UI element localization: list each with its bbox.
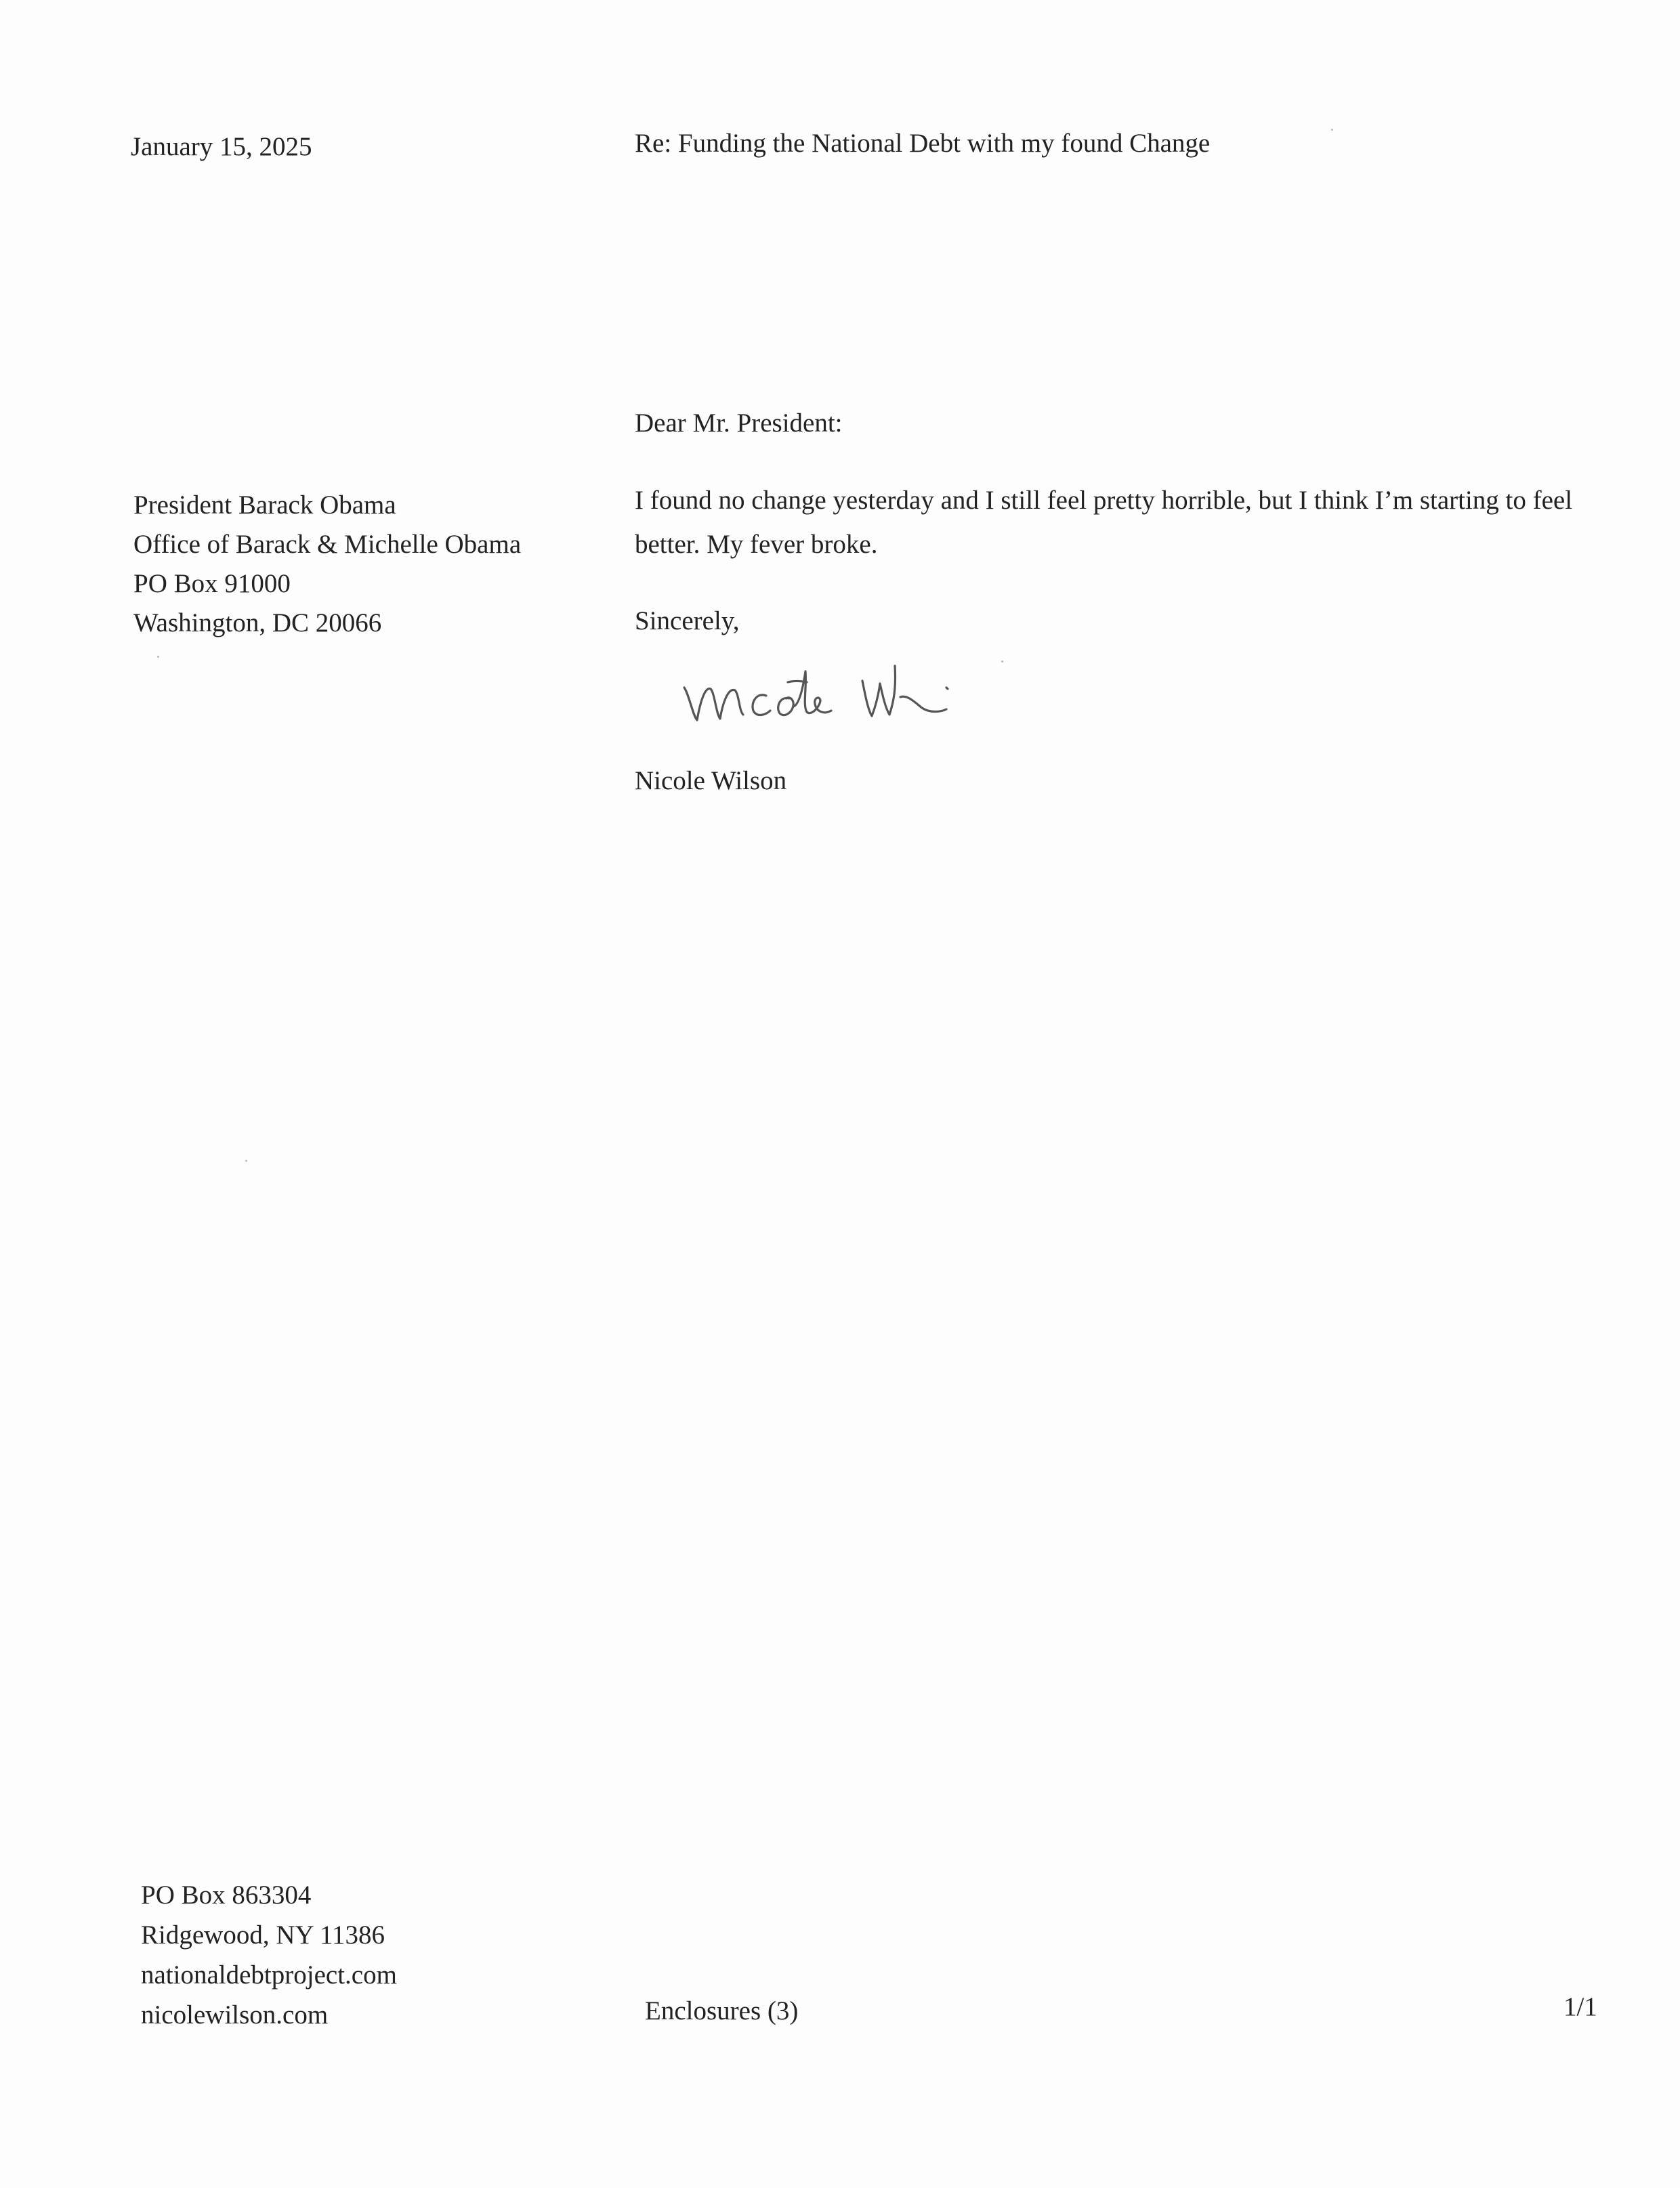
salutation: Dear Mr. President: [635, 408, 843, 438]
closing: Sincerely, [635, 606, 740, 635]
sender-website-1: nationaldebtproject.com [141, 1960, 397, 1990]
letter-date: January 15, 2025 [131, 132, 312, 161]
sender-city-state-zip: Ridgewood, NY 11386 [141, 1920, 385, 1950]
recipient-name: President Barack Obama [133, 490, 396, 520]
scan-speck [245, 1160, 247, 1162]
recipient-po-box: PO Box 91000 [133, 569, 291, 598]
signer-name: Nicole Wilson [635, 766, 787, 795]
sender-address-block [141, 1875, 397, 2035]
sender-website-2: nicolewilson.com [141, 2000, 329, 2029]
recipient-city-state-zip: Washington, DC 20066 [133, 608, 382, 637]
enclosures-note: Enclosures (3) [645, 1996, 799, 2025]
letter-body: I found no change yesterday and I still feel pretty horrible, but I think I’m starting to feel better. My fever broke. [635, 486, 1573, 559]
letter-subject: Re: Funding the National Debt with my found Change [635, 129, 1211, 158]
page-number: 1/1 [1563, 1992, 1597, 2021]
scan-speck [1331, 129, 1333, 131]
recipient-office: Office of Barack & Michelle Obama [133, 530, 522, 559]
sender-po-box: PO Box 863304 [141, 1880, 312, 1910]
handwritten-signature [681, 640, 1033, 735]
recipient-address-block [133, 486, 521, 643]
scan-speck [157, 656, 159, 658]
scan-speck [1001, 660, 1003, 662]
